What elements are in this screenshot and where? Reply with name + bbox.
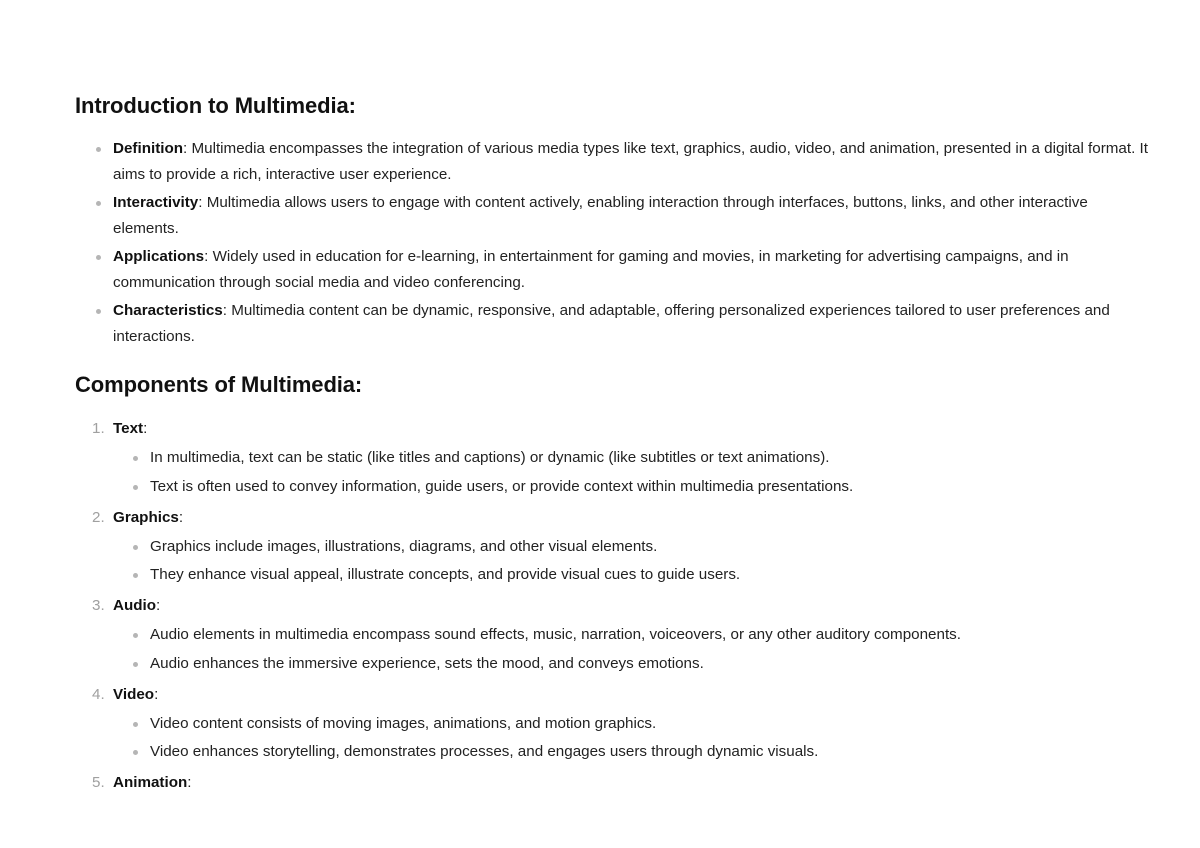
term: Text — [113, 420, 144, 437]
intro-item-interactivity — [113, 190, 1153, 241]
sub-item: They enhance visual appeal, illustrate concepts, and provide visual cues to guide users. — [150, 562, 1200, 588]
list-number: 4. — [92, 685, 105, 703]
term-suffix: : — [156, 597, 161, 614]
sub-list — [113, 445, 1200, 500]
term-suffix: : — [154, 685, 159, 703]
description: : Multimedia content can be dynamic, responsive, and adaptable, offering personalized experiences tailored to user preferences and interactions. — [113, 302, 1110, 345]
sub-item: Graphics include images, illustrations, diagrams, and other visual elements. — [150, 534, 1200, 560]
list-number: 1. — [92, 420, 105, 437]
component-item-text — [92, 416, 1200, 500]
component-item-graphics — [92, 505, 1200, 589]
term: Graphics — [113, 508, 179, 526]
intro-item-characteristics — [113, 298, 1153, 349]
term: Interactivity — [113, 194, 199, 211]
term: Definition — [113, 140, 184, 157]
term-suffix: : — [178, 508, 184, 526]
sub-item: Text is often used to convey information, guide users, or provide context within multimedia presentations. — [150, 474, 1200, 500]
list-number: 2. — [92, 508, 105, 526]
intro-list — [75, 136, 1153, 349]
sub-item: Audio elements in multimedia encompass sound effects, music, narration, voiceovers, or any other auditory components. — [150, 622, 1200, 648]
intro-item-applications — [113, 244, 1153, 295]
components-list — [75, 416, 1200, 796]
description: : Multimedia encompasses the integration of various media types like text, graphics, audio, video, and animation, presented in a digital format. It aims to provide a rich, interactive user experience. — [113, 140, 1148, 183]
term: Animation — [113, 774, 188, 791]
sub-list — [113, 711, 1200, 766]
term-suffix: : — [187, 774, 192, 791]
component-item-video — [92, 682, 1200, 766]
term: Applications — [113, 248, 205, 265]
term-suffix: : — [143, 420, 148, 437]
components-heading: Components of Multimedia: — [75, 372, 363, 397]
sub-item: In multimedia, text can be static (like titles and captions) or dynamic (like subtitles or text animations). — [150, 445, 1200, 471]
term: Audio — [113, 597, 157, 614]
intro-item-definition — [113, 136, 1153, 187]
component-item-animation — [92, 770, 1200, 796]
description: : Multimedia allows users to engage with content actively, enabling interaction through interfaces, buttons, links, and other interactive elements. — [113, 194, 1088, 237]
sub-item: Audio enhances the immersive experience, sets the mood, and conveys emotions. — [150, 651, 1200, 677]
term: Characteristics — [113, 302, 223, 319]
list-number: 3. — [92, 597, 105, 614]
list-number: 5. — [92, 774, 105, 791]
description: : Widely used in education for e-learning, in entertainment for gaming and movies, in marketing for advertising campaigns, and in communication through social media and video conferencing. — [113, 248, 1069, 291]
component-item-audio — [92, 593, 1200, 677]
sub-item: Video enhances storytelling, demonstrates processes, and engages users through dynamic visuals. — [150, 739, 1200, 765]
sub-list — [113, 534, 1200, 589]
sub-list — [113, 622, 1200, 677]
sub-item: Video content consists of moving images, animations, and motion graphics. — [150, 711, 1200, 737]
intro-heading: Introduction to Multimedia: — [75, 93, 356, 118]
term: Video — [113, 685, 155, 703]
